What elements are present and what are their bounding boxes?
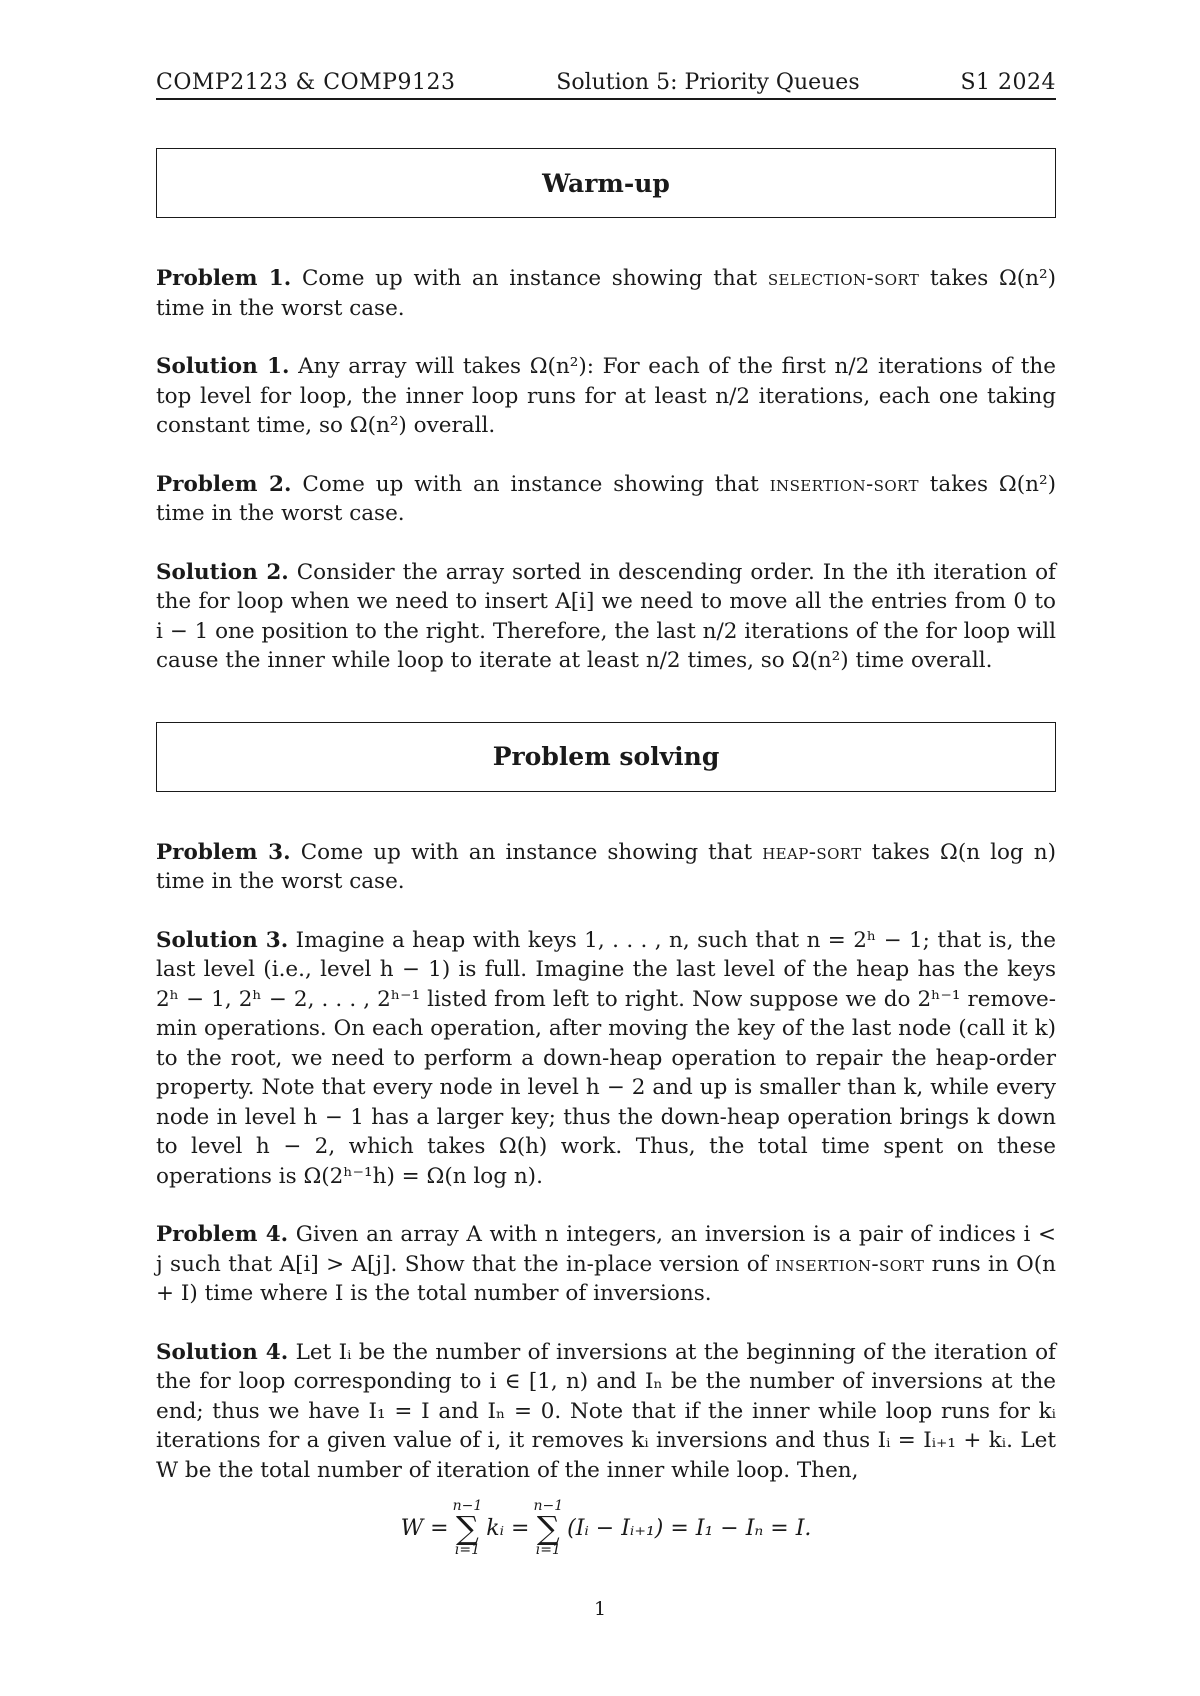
page-number: 1 bbox=[593, 1598, 607, 1620]
problem-4-label: Problem 4. bbox=[156, 1222, 289, 1247]
document-title: Solution 5: Priority Queues bbox=[556, 70, 860, 95]
algorithm-name: heap-sort bbox=[762, 839, 862, 865]
problem-3: Problem 3. Come up with an instance showing that heap-sort takes Ω(n log n) time in the worst case. bbox=[156, 839, 1056, 894]
section-heading-warmup: Warm-up bbox=[156, 148, 1056, 218]
problem-1-label: Problem 1. bbox=[156, 266, 292, 291]
term-label: S1 2024 bbox=[960, 70, 1056, 95]
problem-2-label: Problem 2. bbox=[156, 471, 292, 497]
solution-1-label: Solution 1. bbox=[156, 354, 290, 379]
problem-2: Problem 2. Come up with an instance showing that insertion-sort takes Ω(n²) time in the worst case. bbox=[156, 471, 1056, 526]
solution-4: Solution 4. Let Iᵢ be the number of inversions at the beginning of the iteration of the for loop corresponding to i ∈ [1, n) and Iₙ be the number of inversions at the end; thus we have I₁ = I and Iₙ = 0. Note that if the inner while loop runs for kᵢ iterations for a given value of i, it removes kᵢ inversions and thus Iᵢ = Iᵢ₊₁ + kᵢ. Let W be the total number of iteration of the inner while loop. Then, bbox=[156, 1339, 1056, 1483]
problem-4: Problem 4. Given an array A with n integers, an inversion is a pair of indices i < j such that A[i] > A[j]. Show that the in-place version of insertion-sort runs in O(n + I) time where I is the total number of inversions. bbox=[156, 1222, 1056, 1306]
summation-symbol: n−1 ∑ i=1 bbox=[533, 1498, 564, 1558]
solution-4-label: Solution 4. bbox=[156, 1339, 289, 1365]
display-equation: W = n−1 ∑ i=1 kᵢ = n−1 ∑ i=1 (Iᵢ − Iᵢ₊₁) = I₁ − Iₙ = I. bbox=[400, 1498, 812, 1558]
algorithm-name: selection-sort bbox=[767, 266, 920, 291]
solution-1: Solution 1. Any array will takes Ω(n²): For each of the first n/2 iterations of the top level for loop, the inner loop runs for at least n/2 iterations, each one taking constant time, so Ω(n²) overall. bbox=[156, 354, 1056, 438]
document-page bbox=[156, 70, 1056, 1575]
solution-3: Solution 3. Imagine a heap with keys 1, . . . , n, such that n = 2ʰ − 1; that is, the last level (i.e., level h − 1) is full. Imagine the last level of the heap has the keys 2ʰ − 1, 2ʰ − 2, . . . , 2ʰ⁻¹ listed from left to right. Now suppose we do 2ʰ⁻¹ remove-min operations. On each operation, after moving the key of the last node (call it k) to the root, we need to perform a down-heap operation to repair the heap-order property. Note that every node in level h − 2 and up is smaller than k, while every node in level h − 1 has a larger key; thus the down-heap operation brings k down to level h − 2, which takes Ω(h) work. Thus, the total time spent on these operations is Ω(2ʰ⁻¹h) = Ω(n log n). bbox=[156, 927, 1057, 1189]
summation-symbol: n−1 ∑ i=1 bbox=[452, 1498, 483, 1558]
page-header bbox=[156, 70, 1056, 100]
problem-3-label: Problem 3. bbox=[156, 839, 291, 865]
solution-3-label: Solution 3. bbox=[156, 927, 289, 953]
solution-2: Solution 2. Consider the array sorted in descending order. In the ith iteration of the for loop when we need to insert A[i] we need to move all the entries from 0 to i − 1 one position to the right. Therefore, the last n/2 iterations of the for loop will cause the inner while loop to iterate at least n/2 times, so Ω(n²) time overall. bbox=[156, 559, 1056, 673]
algorithm-name: insertion-sort bbox=[775, 1251, 925, 1277]
course-code: COMP2123 & COMP9123 bbox=[156, 70, 456, 95]
section-heading-problem-solving: Problem solving bbox=[156, 722, 1056, 792]
solution-2-label: Solution 2. bbox=[156, 559, 289, 585]
problem-1: Problem 1. Come up with an instance showing that selection-sort takes Ω(n²) time in the worst case. bbox=[156, 266, 1057, 321]
algorithm-name: insertion-sort bbox=[769, 471, 919, 497]
